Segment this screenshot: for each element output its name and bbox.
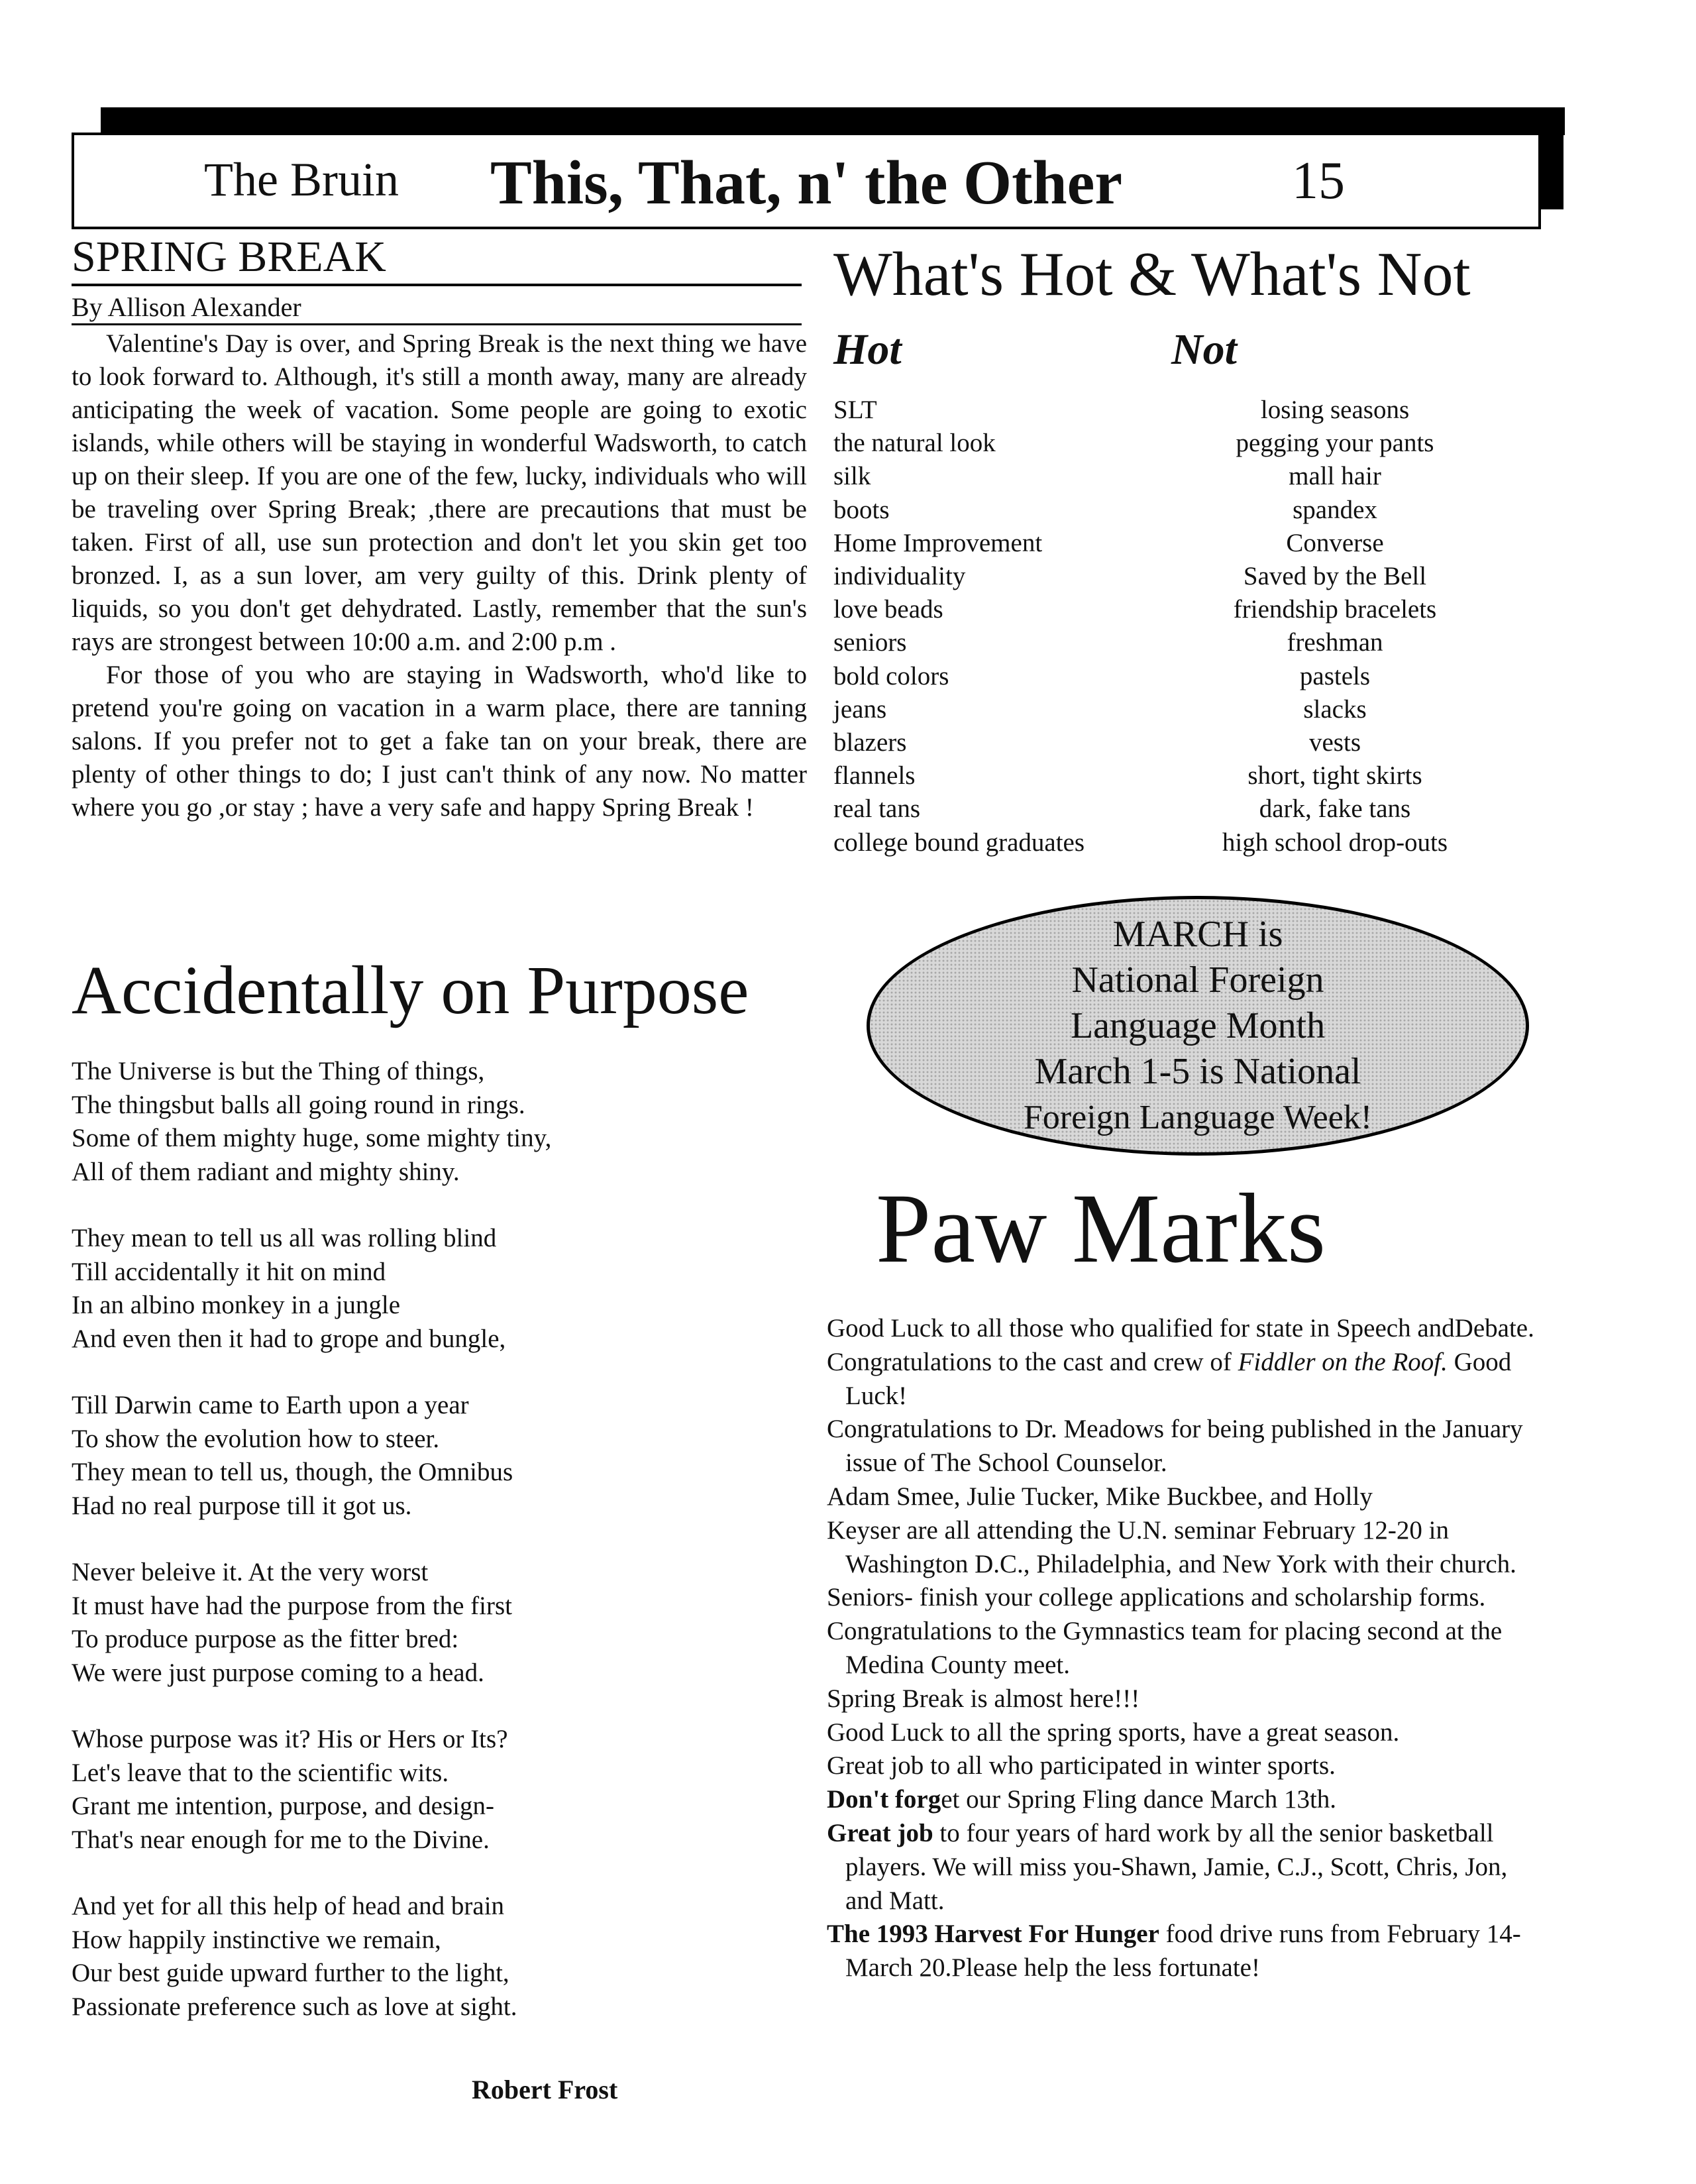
paw-marks-item [827, 1346, 1549, 1413]
paw-marks-item-text: Adam Smee, Julie Tucker, Mike Buckbee, and Holly [827, 1482, 1373, 1511]
not-item: friendship bracelets [1233, 595, 1437, 624]
hot-item: SLT [833, 396, 877, 424]
poem-stanza [72, 1890, 551, 2024]
not-item: slacks [1303, 694, 1367, 724]
not-item: pegging your pants [1236, 429, 1434, 458]
poem-line: Had no real purpose till it got us. [72, 1491, 412, 1520]
hot-item: seniors [833, 628, 907, 657]
poem-line: All of them radiant and mighty shiny. [72, 1157, 460, 1186]
hot-item: individuality [833, 562, 966, 591]
hot-item: bold colors [833, 661, 949, 690]
poem-title: Accidentally on Purpose [72, 952, 749, 1028]
paw-marks-item [827, 1514, 1549, 1582]
poem-line: And even then it had to grope and bungle, [72, 1324, 506, 1353]
poem-line: Passionate preference such as love at sight. [72, 1992, 517, 2021]
poem-line: Some of them mighty huge, some mighty tiny, [72, 1124, 552, 1152]
hot-item: flannels [833, 761, 916, 791]
paw-marks-item-text: Keyser are all attending the U.N. seminar February 12-20 in Washington D.C., Philadelphia, and New York with their church. [827, 1515, 1516, 1578]
announcement-line: March 1-5 is National [1034, 1050, 1361, 1092]
poem-stanza [72, 1222, 551, 1356]
poem-line: Till Darwin came to Earth upon a year [72, 1391, 469, 1419]
paw-marks-item [827, 1682, 1549, 1716]
hot-not-title: What's Hot & What's Not [833, 240, 1471, 309]
paw-marks-item-text: Seniors- finish your college applications and scholarship forms. [827, 1583, 1486, 1612]
not-list [1159, 394, 1510, 859]
announcement-line: National Foreign [1071, 959, 1324, 1001]
not-item: freshman [1287, 628, 1383, 657]
poem-stanza [72, 1723, 551, 1857]
not-item: short, tight skirts [1247, 761, 1422, 791]
page-number: 15 [1292, 152, 1345, 210]
announcement-line: Foreign Language Week! [1023, 1098, 1373, 1136]
paw-marks-item-text: food drive runs from February 14- March 20.Please help the less fortunate! [845, 1920, 1521, 1983]
paw-marks-item [827, 1615, 1549, 1682]
spring-break-rule [72, 284, 802, 286]
spring-break-paragraph: Valentine's Day is over, and Spring Break is the next thing we have to look forward to. Although, it's still a month away, many are already anticipating the week of vacation. Some people are going to exotic islands, while others will be staying in wonderful Wadsworth, to catch up on their sleep. If you are one of the few, lucky, individuals who will be traveling over Spring Break; ,there are precautions that must be taken. First of all, use sun protection and don't let you skin get too bronzed. I, as a sun lover, am very guilty of this. Drink plenty of liquids, so you don't get dehydrated. Lastly, remember that the sun's rays are strongest between 10:00 a.m. and 2:00 p.m . [72, 329, 807, 656]
poem-line: They mean to tell us, though, the Omnibus [72, 1458, 513, 1486]
not-item: Converse [1286, 528, 1384, 557]
poem-stanza [72, 1389, 551, 1523]
paw-marks-title: Paw Marks [876, 1174, 1326, 1283]
announcement-line: MARCH is [1112, 913, 1283, 955]
hot-item: silk [833, 462, 871, 491]
hot-item: blazers [833, 728, 907, 757]
not-item: vests [1309, 728, 1361, 757]
spring-break-body [72, 327, 807, 824]
hot-item: love beads [833, 595, 943, 624]
paw-marks-item-bold: Don't forg [827, 1785, 941, 1814]
hot-item: boots [833, 495, 890, 524]
poem-line: They mean to tell us all was rolling blind [72, 1224, 497, 1252]
not-item: mall hair [1289, 462, 1381, 491]
header-right-bar [1541, 111, 1564, 209]
paw-marks-item [827, 1716, 1549, 1750]
paw-marks-item [827, 1783, 1549, 1817]
poem-line: The Universe is but the Thing of things, [72, 1057, 485, 1085]
poem-line: To produce purpose as the fitter bred: [72, 1625, 459, 1653]
paw-marks-item-text: Great job to all who participated in winter sports. [827, 1751, 1336, 1780]
poem-line: The thingsbut balls all going round in rings. [72, 1090, 525, 1119]
paw-marks-item-text: to four years of hard work by all the senior basketball players. We will miss you-Shawn, Jamie, C.J., Scott, Chris, Jon, and Matt. [845, 1818, 1508, 1915]
paper-name: The Bruin [204, 153, 399, 206]
poem-line: That's near enough for me to the Divine. [72, 1825, 490, 1854]
hot-item: real tans [833, 794, 921, 824]
spring-break-paragraph: For those of you who are staying in Wadsworth, who'd like to pretend you're going on vacation in a warm place, there are tanning salons. If you prefer not to get a fake tan on your break, there are plenty of other things to do; I just can't think of any now. No matter where you go ,or stay ; have a very safe and happy Spring Break ! [72, 661, 807, 822]
paw-marks-item-text: Congratulations to Dr. Meadows for being published in the January issue of The School Counselor. [827, 1415, 1523, 1478]
paw-marks-item [827, 1480, 1549, 1514]
paw-marks-item [827, 1918, 1549, 1985]
not-item: losing seasons [1260, 396, 1410, 424]
hot-item: the natural look [833, 429, 996, 458]
paw-marks-item [827, 1413, 1549, 1480]
hot-list [833, 394, 1085, 859]
not-item: Saved by the Bell [1243, 562, 1427, 591]
hot-heading: Hot [833, 325, 902, 374]
poem-stanza [72, 1556, 551, 1690]
poem-line: How happily instinctive we remain, [72, 1925, 441, 1954]
hot-item: jeans [833, 694, 887, 724]
poem-line: We were just purpose coming to a head. [72, 1658, 484, 1687]
paw-marks-item [827, 1581, 1549, 1615]
paw-marks-item-text: Good Luck to all those who qualified for state in Speech andDebate. [827, 1314, 1534, 1342]
not-item: pastels [1299, 661, 1371, 690]
poem-line: Till accidentally it hit on mind [72, 1257, 386, 1286]
spring-break-byline: By Allison Alexander [72, 292, 301, 322]
paw-marks-item-text: Spring Break is almost here!!! [827, 1684, 1140, 1713]
not-item: spandex [1293, 495, 1377, 524]
announcement-line: Language Month [1070, 1005, 1326, 1046]
paw-marks-item [827, 1312, 1549, 1346]
poem-author: Robert Frost [472, 2075, 618, 2104]
poem-line: In an albino monkey in a jungle [72, 1291, 401, 1319]
spring-break-title: SPRING BREAK [72, 233, 386, 281]
paw-marks-item [827, 1817, 1549, 1918]
paw-marks-item-text: Congratulations to the cast and crew of [827, 1347, 1238, 1376]
poem-stanza [72, 1055, 551, 1189]
byline-rule [72, 323, 802, 325]
poem-line: It must have had the purpose from the first [72, 1591, 512, 1620]
poem-line: Never beleive it. At the very worst [72, 1558, 429, 1586]
poem-line: And yet for all this help of head and brain [72, 1892, 505, 1920]
paw-marks-list [827, 1312, 1549, 1985]
paw-marks-item-text: et our Spring Fling dance March 13th. [941, 1785, 1337, 1814]
section-title: This, That, n' the Other [490, 148, 1123, 217]
not-item: high school drop-outs [1222, 828, 1448, 857]
poem-line: Grant me intention, purpose, and design- [72, 1792, 494, 1820]
not-heading: Not [1171, 325, 1237, 374]
poem-line: Whose purpose was it? His or Hers or Its? [72, 1725, 508, 1753]
paw-marks-item-after: Good Luck! [845, 1347, 1512, 1410]
paw-marks-item-text: Good Luck to all the spring sports, have a great season. [827, 1718, 1400, 1747]
poem-line: Let's leave that to the scientific wits. [72, 1758, 449, 1787]
header-top-bar [101, 107, 1565, 135]
poem-body [72, 1055, 551, 2057]
paw-marks-item-italic: Fiddler on the Roof. [1238, 1347, 1448, 1376]
paw-marks-item-bold: The 1993 Harvest For Hunger [827, 1920, 1159, 1949]
poem-line: To show the evolution how to steer. [72, 1424, 440, 1453]
paw-marks-item-text: Congratulations to the Gymnastics team for placing second at the Medina County meet. [827, 1617, 1503, 1679]
hot-item: college bound graduates [833, 828, 1085, 857]
paw-marks-item [827, 1749, 1549, 1783]
foreign-language-announcement [867, 896, 1529, 1156]
hot-item: Home Improvement [833, 528, 1043, 557]
poem-line: Our best guide upward further to the light, [72, 1959, 509, 1987]
paw-marks-item-bold: Great job [827, 1818, 933, 1847]
not-item: dark, fake tans [1259, 794, 1411, 824]
